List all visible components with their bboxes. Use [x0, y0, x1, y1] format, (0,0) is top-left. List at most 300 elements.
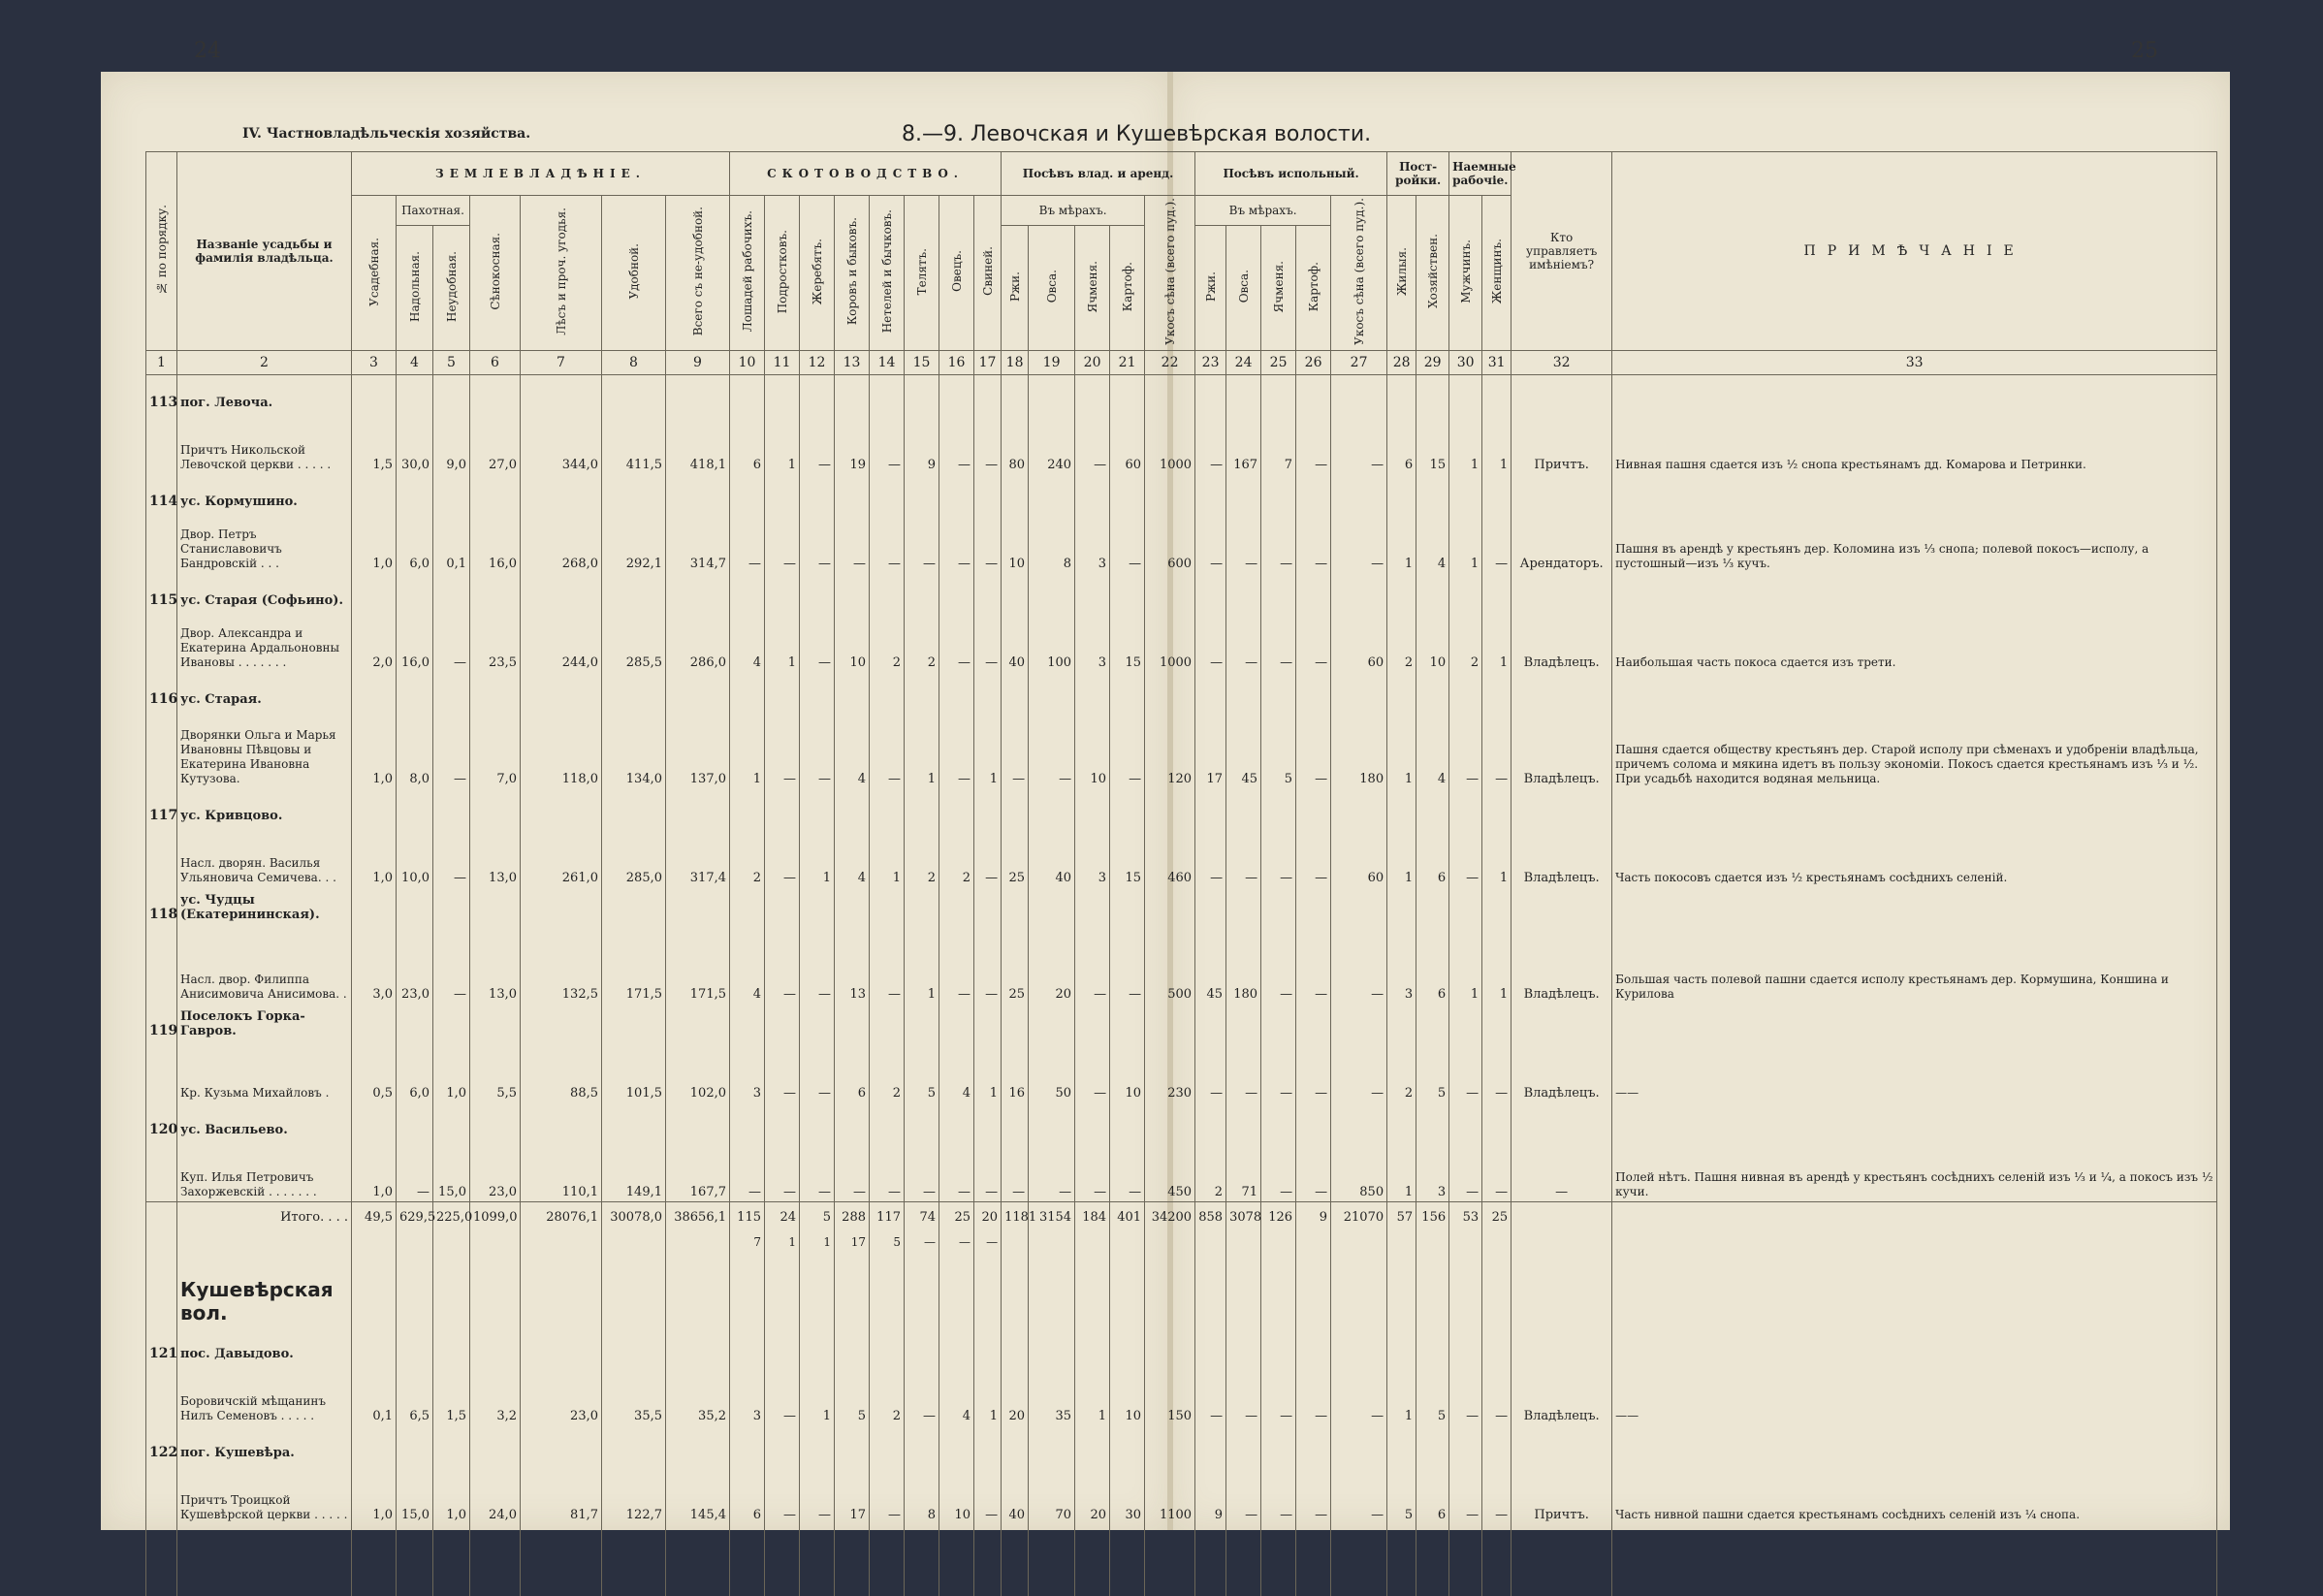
row-number: 114	[146, 474, 177, 511]
empty-cell	[939, 573, 974, 610]
empty-cell	[730, 374, 765, 412]
value-cell: —	[1331, 924, 1387, 1004]
value-cell: 110,1	[521, 1139, 602, 1202]
row-number: 122	[146, 1425, 177, 1462]
empty-cell	[939, 1326, 974, 1363]
column-number: 7	[521, 350, 602, 374]
empty-cell	[1296, 788, 1331, 825]
empty-cell	[666, 1425, 730, 1462]
value-cell: —	[1195, 1363, 1226, 1425]
value-cell: 3	[1416, 1139, 1449, 1202]
value-cell: 9	[905, 412, 939, 474]
empty-cell	[835, 1102, 870, 1139]
empty-cell	[1029, 573, 1075, 610]
empty-cell	[1296, 573, 1331, 610]
empty-cell	[905, 1425, 939, 1462]
empty-cell	[1449, 1004, 1482, 1040]
row-number	[146, 924, 177, 1004]
value-cell: 1	[1482, 924, 1512, 1004]
column-number: 29	[1416, 350, 1449, 374]
sowing-own-mery: Въ мѣрахъ.	[1002, 196, 1145, 226]
empty-cell	[1416, 573, 1449, 610]
column-number: 17	[974, 350, 1002, 374]
total-value: 115	[730, 1201, 765, 1233]
empty-cell	[1226, 1425, 1261, 1462]
column-number: 2	[177, 350, 352, 374]
value-cell: 344,0	[521, 412, 602, 474]
value-cell: 30	[1110, 1462, 1145, 1524]
empty-cell	[939, 672, 974, 709]
estate-section-row	[146, 672, 2217, 709]
empty-cell	[1075, 573, 1110, 610]
value-cell: 6,0	[397, 511, 433, 573]
empty-cell	[1002, 1524, 1029, 1596]
empty-cell	[1512, 573, 1612, 610]
empty-cell	[1416, 672, 1449, 709]
value-cell: —	[765, 709, 800, 788]
value-cell: —	[1029, 1139, 1075, 1202]
value-cell: —	[800, 1462, 835, 1524]
note-cell: Полей нѣтъ. Пашня нивная въ арендѣ у крестьянъ сосѣднихъ селеній изъ ⅓ и ¼, а покосъ изъ ½ кучи.	[1612, 1139, 2217, 1202]
value-cell: —	[800, 924, 835, 1004]
land-group-header: ЗЕМЛЕВЛАДѢНІЕ.	[352, 152, 730, 196]
value-cell: —	[1449, 1040, 1482, 1102]
owner-name: Куп. Илья Петровичъ Захоржевскій . . . . . . .	[177, 1139, 352, 1202]
sowing-halves-barley: Ячменя.	[1261, 225, 1296, 350]
empty-cell	[939, 1255, 974, 1326]
value-cell: 23,0	[470, 1139, 521, 1202]
estate-section-row	[146, 474, 2217, 511]
empty-cell	[1612, 1201, 2217, 1233]
empty-cell	[1261, 1102, 1296, 1139]
value-cell: 100	[1029, 610, 1075, 672]
register-body	[146, 374, 2217, 1596]
value-cell: —	[974, 1462, 1002, 1524]
value-cell: 1	[974, 1363, 1002, 1425]
value-cell: —	[1075, 1139, 1110, 1202]
empty-cell	[1261, 1524, 1296, 1596]
empty-cell	[177, 1524, 352, 1596]
empty-cell	[1145, 1326, 1195, 1363]
empty-cell	[1449, 474, 1482, 511]
empty-cell	[1226, 1004, 1261, 1040]
value-cell: —	[1482, 1040, 1512, 1102]
empty-cell	[1075, 1326, 1110, 1363]
volost-title: Кушевѣрская вол.	[177, 1255, 352, 1326]
value-cell: 80	[1002, 412, 1029, 474]
total-value: 3078	[1226, 1201, 1261, 1233]
empty-cell	[602, 672, 666, 709]
empty-cell	[602, 1524, 666, 1596]
value-cell: 2	[1387, 1040, 1416, 1102]
value-cell: 13	[835, 924, 870, 1004]
value-cell: 1	[1387, 511, 1416, 573]
row-number: 121	[146, 1326, 177, 1363]
series-title: IV. Частновладѣльческія хозяйства.	[242, 126, 531, 142]
value-cell: —	[870, 709, 905, 788]
empty-cell	[1296, 887, 1331, 924]
total-value: 858	[1195, 1201, 1226, 1233]
column-number: 5	[433, 350, 470, 374]
row-number: 117	[146, 788, 177, 825]
empty-cell	[905, 1255, 939, 1326]
empty-cell	[397, 1004, 433, 1040]
column-number: 21	[1110, 350, 1145, 374]
empty-cell	[146, 1255, 177, 1326]
total-sub-value: 1	[800, 1233, 835, 1255]
empty-cell	[1110, 887, 1145, 924]
empty-cell	[974, 788, 1002, 825]
livestock-col-1: Лошадей рабочихъ.	[730, 196, 765, 351]
value-cell: —	[1261, 1363, 1296, 1425]
total-value: 9	[1296, 1201, 1331, 1233]
value-cell: 1	[730, 709, 765, 788]
empty-cell	[730, 1524, 765, 1596]
empty-cell	[1029, 1004, 1075, 1040]
empty-cell	[602, 1102, 666, 1139]
value-cell: 19	[835, 412, 870, 474]
total-sub-value: —	[905, 1233, 939, 1255]
empty-cell	[470, 1425, 521, 1462]
value-cell: —	[765, 511, 800, 573]
empty-cell	[1612, 1102, 2217, 1139]
value-cell: 1000	[1145, 412, 1195, 474]
value-cell: 17	[1195, 709, 1226, 788]
empty-cell	[765, 1425, 800, 1462]
empty-cell	[1612, 672, 2217, 709]
value-cell: —	[1195, 1040, 1226, 1102]
value-cell: —	[765, 1462, 800, 1524]
value-cell: 850	[1331, 1139, 1387, 1202]
empty-cell	[397, 887, 433, 924]
value-cell: 23,5	[470, 610, 521, 672]
value-cell: 167,7	[666, 1139, 730, 1202]
empty-cell	[666, 1004, 730, 1040]
empty-cell	[1145, 573, 1195, 610]
empty-cell	[974, 1255, 1002, 1326]
value-cell: 149,1	[602, 1139, 666, 1202]
empty-cell	[1331, 788, 1387, 825]
estate-name: ус. Васильево.	[177, 1102, 352, 1139]
empty-cell	[1296, 1255, 1331, 1326]
estate-name: ус. Чудцы (Екатерининская).	[177, 887, 352, 924]
empty-cell	[1416, 788, 1449, 825]
empty-cell	[1387, 1102, 1416, 1139]
land-col-7: Всего съ не-удобной.	[666, 196, 730, 351]
value-cell: —	[1110, 511, 1145, 573]
value-cell: —	[1226, 825, 1261, 887]
workers-col-2: Женщинъ.	[1482, 196, 1512, 351]
value-cell: —	[974, 924, 1002, 1004]
empty-cell	[1261, 887, 1296, 924]
value-cell: 10	[1002, 511, 1029, 573]
estate-section-row	[146, 887, 2217, 924]
empty-cell	[666, 1102, 730, 1139]
empty-cell	[1612, 1004, 2217, 1040]
empty-cell	[602, 1425, 666, 1462]
column-number: 15	[905, 350, 939, 374]
empty-cell	[870, 1326, 905, 1363]
value-cell: —	[765, 825, 800, 887]
empty-cell	[870, 1102, 905, 1139]
empty-cell	[1075, 1102, 1110, 1139]
empty-cell	[1029, 374, 1075, 412]
value-cell: 45	[1195, 924, 1226, 1004]
column-number: 23	[1195, 350, 1226, 374]
value-cell: —	[1261, 610, 1296, 672]
value-cell: —	[1331, 1040, 1387, 1102]
empty-cell	[939, 887, 974, 924]
empty-cell	[1075, 1255, 1110, 1326]
value-cell: 1	[1482, 412, 1512, 474]
table-row	[146, 412, 2217, 474]
manager-cell: Владѣлецъ.	[1512, 825, 1612, 887]
empty-cell	[433, 1425, 470, 1462]
empty-cell	[352, 1102, 397, 1139]
column-number: 6	[470, 350, 521, 374]
sowing-own-hay: Укосъ сѣна (всего пуд.).	[1145, 196, 1195, 351]
value-cell: 2	[870, 610, 905, 672]
value-cell: —	[1195, 412, 1226, 474]
empty-cell	[974, 474, 1002, 511]
empty-cell	[1145, 1255, 1195, 1326]
empty-cell	[835, 1255, 870, 1326]
row-number: 116	[146, 672, 177, 709]
empty-cell	[1226, 672, 1261, 709]
note-cell: Часть покосовъ сдается изъ ½ крестьянамъ сосѣднихъ селеній.	[1612, 825, 2217, 887]
owner-name: Причтъ Троицкой Кушевѣрской церкви . . . . .	[177, 1462, 352, 1524]
value-cell: 244,0	[521, 610, 602, 672]
empty-cell	[835, 788, 870, 825]
empty-cell	[1512, 1201, 1612, 1233]
empty-cell	[1512, 1524, 1612, 1596]
value-cell: 13,0	[470, 924, 521, 1004]
empty-cell	[521, 1326, 602, 1363]
value-cell: 411,5	[602, 412, 666, 474]
empty-cell	[1482, 887, 1512, 924]
left-page-number: 24	[194, 39, 221, 63]
empty-cell	[1612, 887, 2217, 924]
empty-cell	[433, 1326, 470, 1363]
empty-cell	[1195, 887, 1226, 924]
empty-cell	[1331, 573, 1387, 610]
row-number: 119	[146, 1004, 177, 1040]
empty-cell	[1416, 1233, 1449, 1255]
total-sub-value: 7	[730, 1233, 765, 1255]
empty-cell	[1002, 1326, 1029, 1363]
value-cell: 25	[1002, 924, 1029, 1004]
value-cell: —	[1075, 924, 1110, 1004]
sowing-own-rye: Ржи.	[1002, 225, 1029, 350]
estate-name: пос. Давыдово.	[177, 1326, 352, 1363]
total-value: 30078,0	[602, 1201, 666, 1233]
total-value: 117	[870, 1201, 905, 1233]
empty-cell	[1331, 474, 1387, 511]
empty-cell	[1416, 474, 1449, 511]
empty-cell	[1416, 1524, 1449, 1596]
value-cell: —	[939, 709, 974, 788]
value-cell: 3,0	[352, 924, 397, 1004]
empty-cell	[1226, 1524, 1261, 1596]
value-cell: —	[1261, 825, 1296, 887]
empty-cell	[521, 1233, 602, 1255]
empty-cell	[1226, 788, 1261, 825]
value-cell: 23,0	[397, 924, 433, 1004]
empty-cell	[470, 1255, 521, 1326]
empty-cell	[765, 1326, 800, 1363]
value-cell: 1	[905, 924, 939, 1004]
value-cell: 35	[1029, 1363, 1075, 1425]
empty-cell	[470, 1233, 521, 1255]
manager-cell: Владѣлецъ.	[1512, 610, 1612, 672]
empty-cell	[352, 1524, 397, 1596]
empty-cell	[1387, 1004, 1416, 1040]
empty-cell	[1075, 788, 1110, 825]
value-cell: 1100	[1145, 1462, 1195, 1524]
empty-cell	[800, 1425, 835, 1462]
empty-cell	[521, 788, 602, 825]
empty-cell	[1075, 1233, 1110, 1255]
livestock-col-3: Жеребятъ.	[800, 196, 835, 351]
column-number: 18	[1002, 350, 1029, 374]
value-cell: 1	[1387, 709, 1416, 788]
empty-cell	[470, 1326, 521, 1363]
value-cell: 23,0	[521, 1363, 602, 1425]
total-value: 25	[1482, 1201, 1512, 1233]
empty-cell	[1449, 1524, 1482, 1596]
empty-cell	[352, 474, 397, 511]
empty-cell	[1110, 1326, 1145, 1363]
empty-cell	[974, 1326, 1002, 1363]
empty-cell	[1002, 1004, 1029, 1040]
table-row	[146, 1363, 2217, 1425]
empty-cell	[939, 1524, 974, 1596]
total-value: 5	[800, 1201, 835, 1233]
workers-group-header: Наемные рабочіе.	[1449, 152, 1512, 196]
empty-cell	[666, 474, 730, 511]
empty-cell	[905, 887, 939, 924]
row-number: 120	[146, 1102, 177, 1139]
empty-cell	[1075, 474, 1110, 511]
total-sub-value: 1	[765, 1233, 800, 1255]
value-cell: 1	[905, 709, 939, 788]
empty-cell	[835, 1524, 870, 1596]
empty-cell	[352, 1004, 397, 1040]
land-col-4: Сѣнокосная.	[470, 196, 521, 351]
estate-name: пог. Кушевѣра.	[177, 1425, 352, 1462]
empty-cell	[765, 573, 800, 610]
value-cell: —	[1482, 1139, 1512, 1202]
empty-cell	[730, 1425, 765, 1462]
column-number: 9	[666, 350, 730, 374]
column-number: 12	[800, 350, 835, 374]
empty-cell	[352, 374, 397, 412]
total-value: 20	[974, 1201, 1002, 1233]
column-number: 11	[765, 350, 800, 374]
empty-cell	[974, 1004, 1002, 1040]
sowing-own-barley: Ячменя.	[1075, 225, 1110, 350]
note-cell: Часть нивной пашни сдается крестьянамъ сосѣднихъ селеній изъ ¼ снопа.	[1612, 1462, 2217, 1524]
total-value: 49,5	[352, 1201, 397, 1233]
value-cell: 7,0	[470, 709, 521, 788]
value-cell: —	[939, 610, 974, 672]
value-cell: —	[1110, 709, 1145, 788]
empty-cell	[470, 1004, 521, 1040]
value-cell: 40	[1002, 1462, 1029, 1524]
land-col-6: Удобной.	[602, 196, 666, 351]
owner-name: Причтъ Никольской Левочской церкви . . . . .	[177, 412, 352, 474]
empty-cell	[352, 887, 397, 924]
estate-section-row	[146, 1326, 2217, 1363]
value-cell: —	[939, 511, 974, 573]
empty-cell	[1512, 1425, 1612, 1462]
empty-cell	[800, 1255, 835, 1326]
empty-cell	[765, 1102, 800, 1139]
estate-name: ус. Кривцово.	[177, 788, 352, 825]
note-cell: ——	[1612, 1363, 2217, 1425]
empty-cell	[765, 1255, 800, 1326]
empty-cell	[1512, 672, 1612, 709]
empty-cell	[1226, 374, 1261, 412]
value-cell: 4	[1416, 709, 1449, 788]
livestock-col-5: Нетелей и бычковъ.	[870, 196, 905, 351]
value-cell: 180	[1226, 924, 1261, 1004]
empty-cell	[730, 1004, 765, 1040]
value-cell: 20	[1075, 1462, 1110, 1524]
empty-cell	[470, 788, 521, 825]
empty-cell	[1449, 1425, 1482, 1462]
total-value: 1099,0	[470, 1201, 521, 1233]
table-row	[146, 825, 2217, 887]
empty-cell	[397, 1425, 433, 1462]
value-cell: —	[870, 412, 905, 474]
value-cell: 10	[939, 1462, 974, 1524]
value-cell: —	[1296, 610, 1331, 672]
empty-cell	[800, 1326, 835, 1363]
value-cell: 134,0	[602, 709, 666, 788]
value-cell: 1,0	[352, 1462, 397, 1524]
empty-cell	[470, 573, 521, 610]
value-cell: 2	[730, 825, 765, 887]
value-cell: 3	[1387, 924, 1416, 1004]
land-col-2: Надольная.	[397, 225, 433, 350]
value-cell: —	[1296, 412, 1331, 474]
value-cell: 1,0	[433, 1462, 470, 1524]
value-cell: 1	[870, 825, 905, 887]
empty-cell	[800, 788, 835, 825]
empty-cell	[1482, 1233, 1512, 1255]
table-row	[146, 924, 2217, 1004]
empty-cell	[433, 474, 470, 511]
value-cell: 1	[1387, 1139, 1416, 1202]
value-cell: 24,0	[470, 1462, 521, 1524]
empty-cell	[1512, 474, 1612, 511]
sowing-halves-hay: Укосъ сѣна (всего пуд.).	[1331, 196, 1387, 351]
empty-cell	[1416, 1004, 1449, 1040]
value-cell: 2	[870, 1363, 905, 1425]
empty-cell	[974, 887, 1002, 924]
value-cell: 418,1	[666, 412, 730, 474]
estate-name: Поселокъ Горка-Гавров.	[177, 1004, 352, 1040]
empty-cell	[1387, 573, 1416, 610]
empty-cell	[397, 1524, 433, 1596]
empty-cell	[1331, 887, 1387, 924]
empty-cell	[666, 788, 730, 825]
livestock-col-2: Подростковъ.	[765, 196, 800, 351]
estate-section-row	[146, 1102, 2217, 1139]
value-cell: 285,0	[602, 825, 666, 887]
value-cell: —	[1195, 825, 1226, 887]
